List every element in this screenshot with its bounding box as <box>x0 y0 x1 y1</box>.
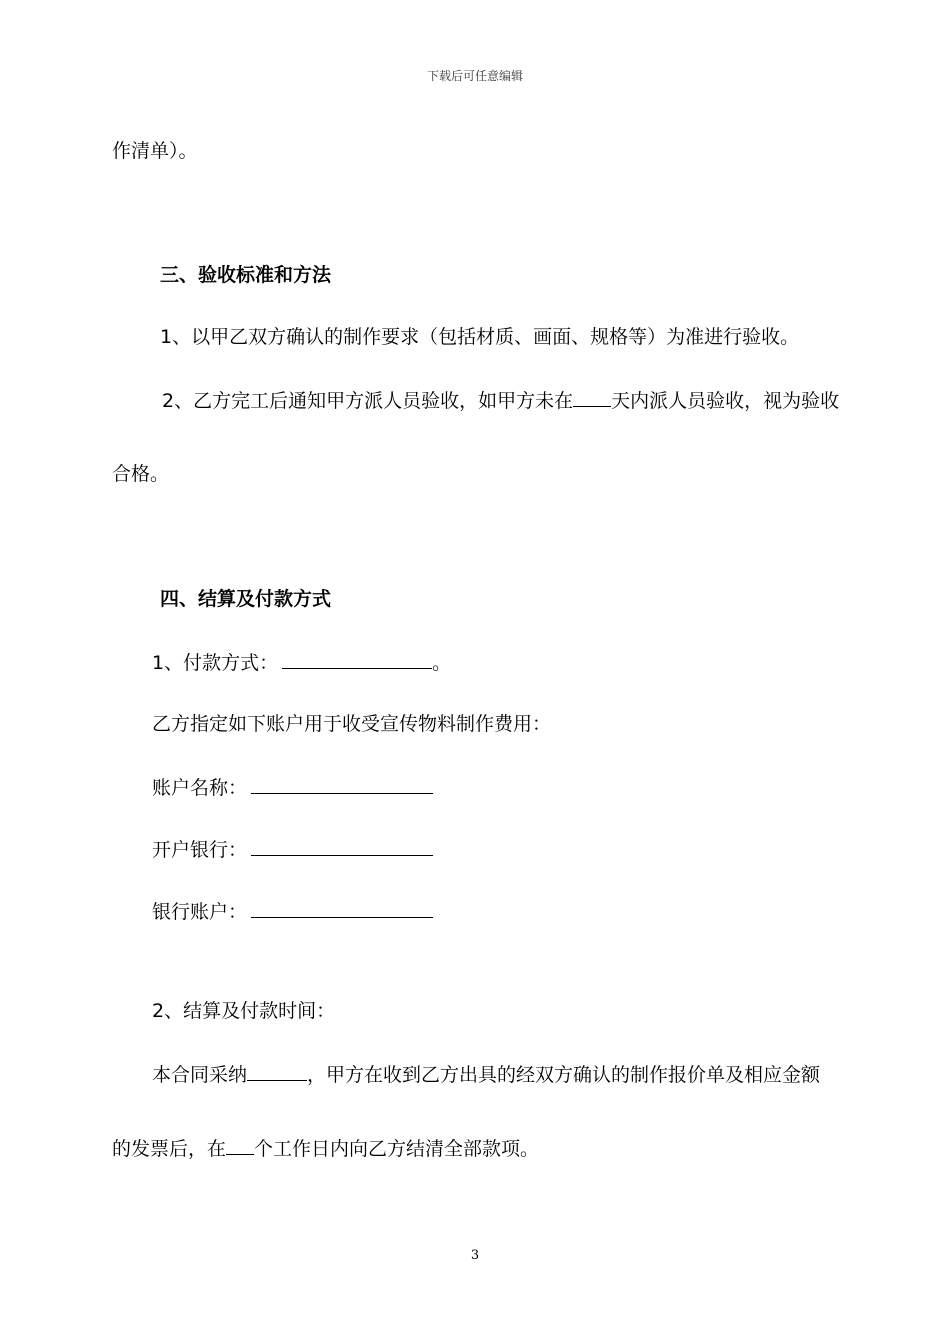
bank-name-label: 开户银行： <box>152 839 248 861</box>
bank-account-blank[interactable] <box>251 899 433 918</box>
page-number: 3 <box>470 1248 480 1263</box>
account-name-line <box>152 775 433 800</box>
payment-method-period: 。 <box>432 652 452 674</box>
payment-method-label: 1、付款方式： <box>152 652 279 674</box>
settlement-clause-part-1: 本合同采纳 <box>152 1064 248 1086</box>
settlement-method-blank[interactable] <box>247 1062 307 1081</box>
acceptance-clause-2-part-2: 天内派人员验收，视为验收 <box>611 390 840 412</box>
acceptance-clause-1: 1、以甲乙双方确认的制作要求（包括材质、画面、规格等）为准进行验收。 <box>160 326 800 348</box>
account-name-blank[interactable] <box>251 775 433 794</box>
settlement-heading: 2、结算及付款时间： <box>152 1000 336 1022</box>
bank-account-label: 银行账户： <box>152 901 248 923</box>
settlement-clause-end-part-1: 的发票后，在 <box>112 1138 227 1160</box>
settlement-clause-end <box>112 1136 539 1161</box>
acceptance-clause-2 <box>162 388 839 413</box>
account-intro: 乙方指定如下账户用于收受宣传物料制作费用： <box>152 713 552 735</box>
page-header: 下载后可任意编辑 <box>426 69 523 83</box>
settlement-clause <box>152 1062 820 1087</box>
settlement-clause-end-part-2: 个工作日内向乙方结清全部款项。 <box>254 1138 540 1160</box>
acceptance-clause-2-end: 合格。 <box>112 463 170 485</box>
acceptance-clause-2-part-1: 2、乙方完工后通知甲方派人员验收，如甲方未在 <box>162 390 574 412</box>
bank-account-line <box>152 899 433 924</box>
bank-name-line <box>152 837 433 862</box>
settlement-clause-part-2: ，甲方在收到乙方出具的经双方确认的制作报价单及相应金额 <box>307 1064 821 1086</box>
section-heading-payment: 四、结算及付款方式 <box>160 588 332 610</box>
section-heading-acceptance: 三、验收标准和方法 <box>160 264 332 286</box>
payment-method-line <box>152 650 451 675</box>
working-days-blank[interactable] <box>226 1136 254 1155</box>
account-name-label: 账户名称： <box>152 777 248 799</box>
paragraph-continuation: 作清单）。 <box>112 140 198 162</box>
payment-method-blank[interactable] <box>282 650 432 669</box>
bank-name-blank[interactable] <box>251 837 433 856</box>
days-blank[interactable] <box>573 388 611 407</box>
